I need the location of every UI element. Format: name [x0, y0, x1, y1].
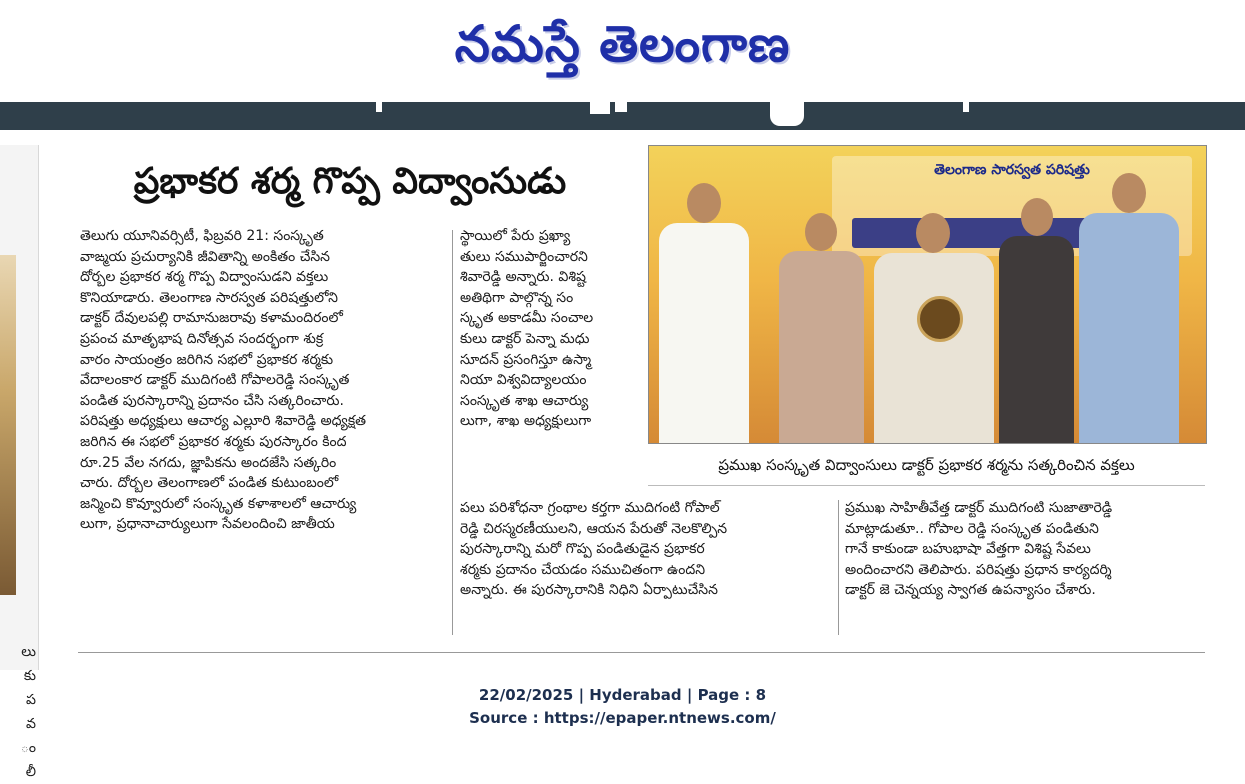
page-footer	[0, 684, 1245, 730]
event-photo	[648, 145, 1207, 444]
band-mark	[376, 102, 382, 112]
article-headline: ప్రభాకర శర్మ గొప్ప విద్వాంసుడు	[133, 161, 567, 202]
person-figure	[999, 198, 1074, 443]
band-mark	[615, 102, 627, 112]
masthead	[0, 0, 1245, 100]
newspaper-logo: నమస్తే తెలంగాణ	[454, 14, 791, 73]
article-column-1: తెలుగు యూనివర్సిటీ, ఫిబ్రవరి 21: సంస్కృత వాఙ్మయ ప్రచుర్యానికి జీవితాన్ని అంకితం చేసిన దోర్బల ప్రభాకర శర్మ గొప్ప విద్వాంసుడని వక్తలు కొనియాడారు. తెలంగాణ సారస్వత పరిషత్తులోని డాక్టర్ దేవులపల్లి రామానుజరావు కళామందిరంలో ప్రపంచ మాతృభాష దినోత్సవ సందర్భంగా శుక్ర వారం సాయంత్రం జరిగిన సభలో ప్రభాకర శర్మకు వేదాలంకార డాక్టర్ ముదిగంటి గోపాలరెడ్డి సంస్కృత పండిత పురస్కారాన్ని ప్రదానం చేసి సత్కరించారు. పరిషత్తు అధ్యక్షులు ఆచార్య ఎల్లూరి శివారెడ్డి అధ్యక్షత జరిగిన ఈ సభలో ప్రభాకర శర్మకు పురస్కారం కింద రూ.25 వేల నగదు, జ్ఞాపికను అందజేసి సత్కరిం చారు. దోర్బల తెలంగాణలో పండిత కుటుంబంలో జన్మించి కొవ్వూరులో సంస్కృత కళాశాలలో ఆచార్యు లుగా, ప్రధానాచార్యులుగా సేవలందించి జాతీయ	[80, 228, 367, 533]
article-column-2: స్థాయిలో పేరు ప్రఖ్యా తులు సముపార్జించారని శివారెడ్డి అన్నారు. విశిష్ట అతిథిగా పాల్గొన్న సం స్కృత అకాడమీ సంచాల కులు డాక్టర్ పెన్నా మధు సూదన్ ప్రసంగిస్తూ ఉస్మా నియా విశ్వవిద్యాలయం సంస్కృత శాఖ ఆచార్యు లుగా, శాఖ అధ్యక్షులుగా	[460, 228, 594, 430]
adjacent-photo	[0, 255, 16, 595]
adjacent-text: లు కు ప వ ం లీ	[20, 644, 36, 780]
header-band	[0, 102, 1245, 130]
photo-caption: ప్రముఖ సంస్కృత విద్వాంసులు డాక్టర్ ప్రభాకర శర్మను సత్కరించిన వక్తలు	[648, 445, 1205, 486]
source-link[interactable]: Source : https://epaper.ntnews.com/	[469, 709, 776, 727]
column-divider	[838, 500, 839, 635]
person-figure	[1079, 173, 1179, 443]
adjacent-article-strip	[0, 145, 39, 780]
banner-title: తెలంగాణ సారస్వత పరిషత్తు	[934, 162, 1090, 178]
award-plaque	[917, 296, 963, 342]
article-column-4: ప్రముఖ సాహితీవేత్త డాక్టర్ ముదిగంటి సుజాతారెడ్డి మాట్లాడుతూ.. గోపాల రెడ్డి సంస్కృత పండితుని గానే కాకుండా బహుభాషా వేత్తగా విశిష్ట సేవలు అందించారని తెలిపారు. పరిషత్తు ప్రధాన కార్యదర్శి డాక్టర్ జె చెన్నయ్య స్వాగత ఉపన్యాసం చేశారు.	[845, 500, 1113, 599]
band-mark	[770, 102, 804, 126]
date-location-page: 22/02/2025 | Hyderabad | Page : 8	[478, 686, 767, 704]
person-figure	[659, 183, 749, 443]
column-divider	[452, 230, 453, 635]
band-mark	[590, 102, 610, 114]
band-mark	[963, 102, 969, 112]
article-column-3: పలు పరిశోధనా గ్రంథాల కర్తగా ముదిగంటి గోపాల్ రెడ్డి చిరస్మరణీయులని, ఆయన పేరుతో నెలకొల్పిన పురస్కారాన్ని మరో గొప్ప పండితుడైన ప్రభాకర శర్మకు ప్రదానం చేయడం సముచితంగా ఉందని అన్నారు. ఈ పురస్కారానికి నిధిని ఏర్పాటుచేసిన	[460, 500, 728, 599]
person-figure	[779, 213, 864, 443]
page-bottom-rule	[78, 652, 1205, 653]
